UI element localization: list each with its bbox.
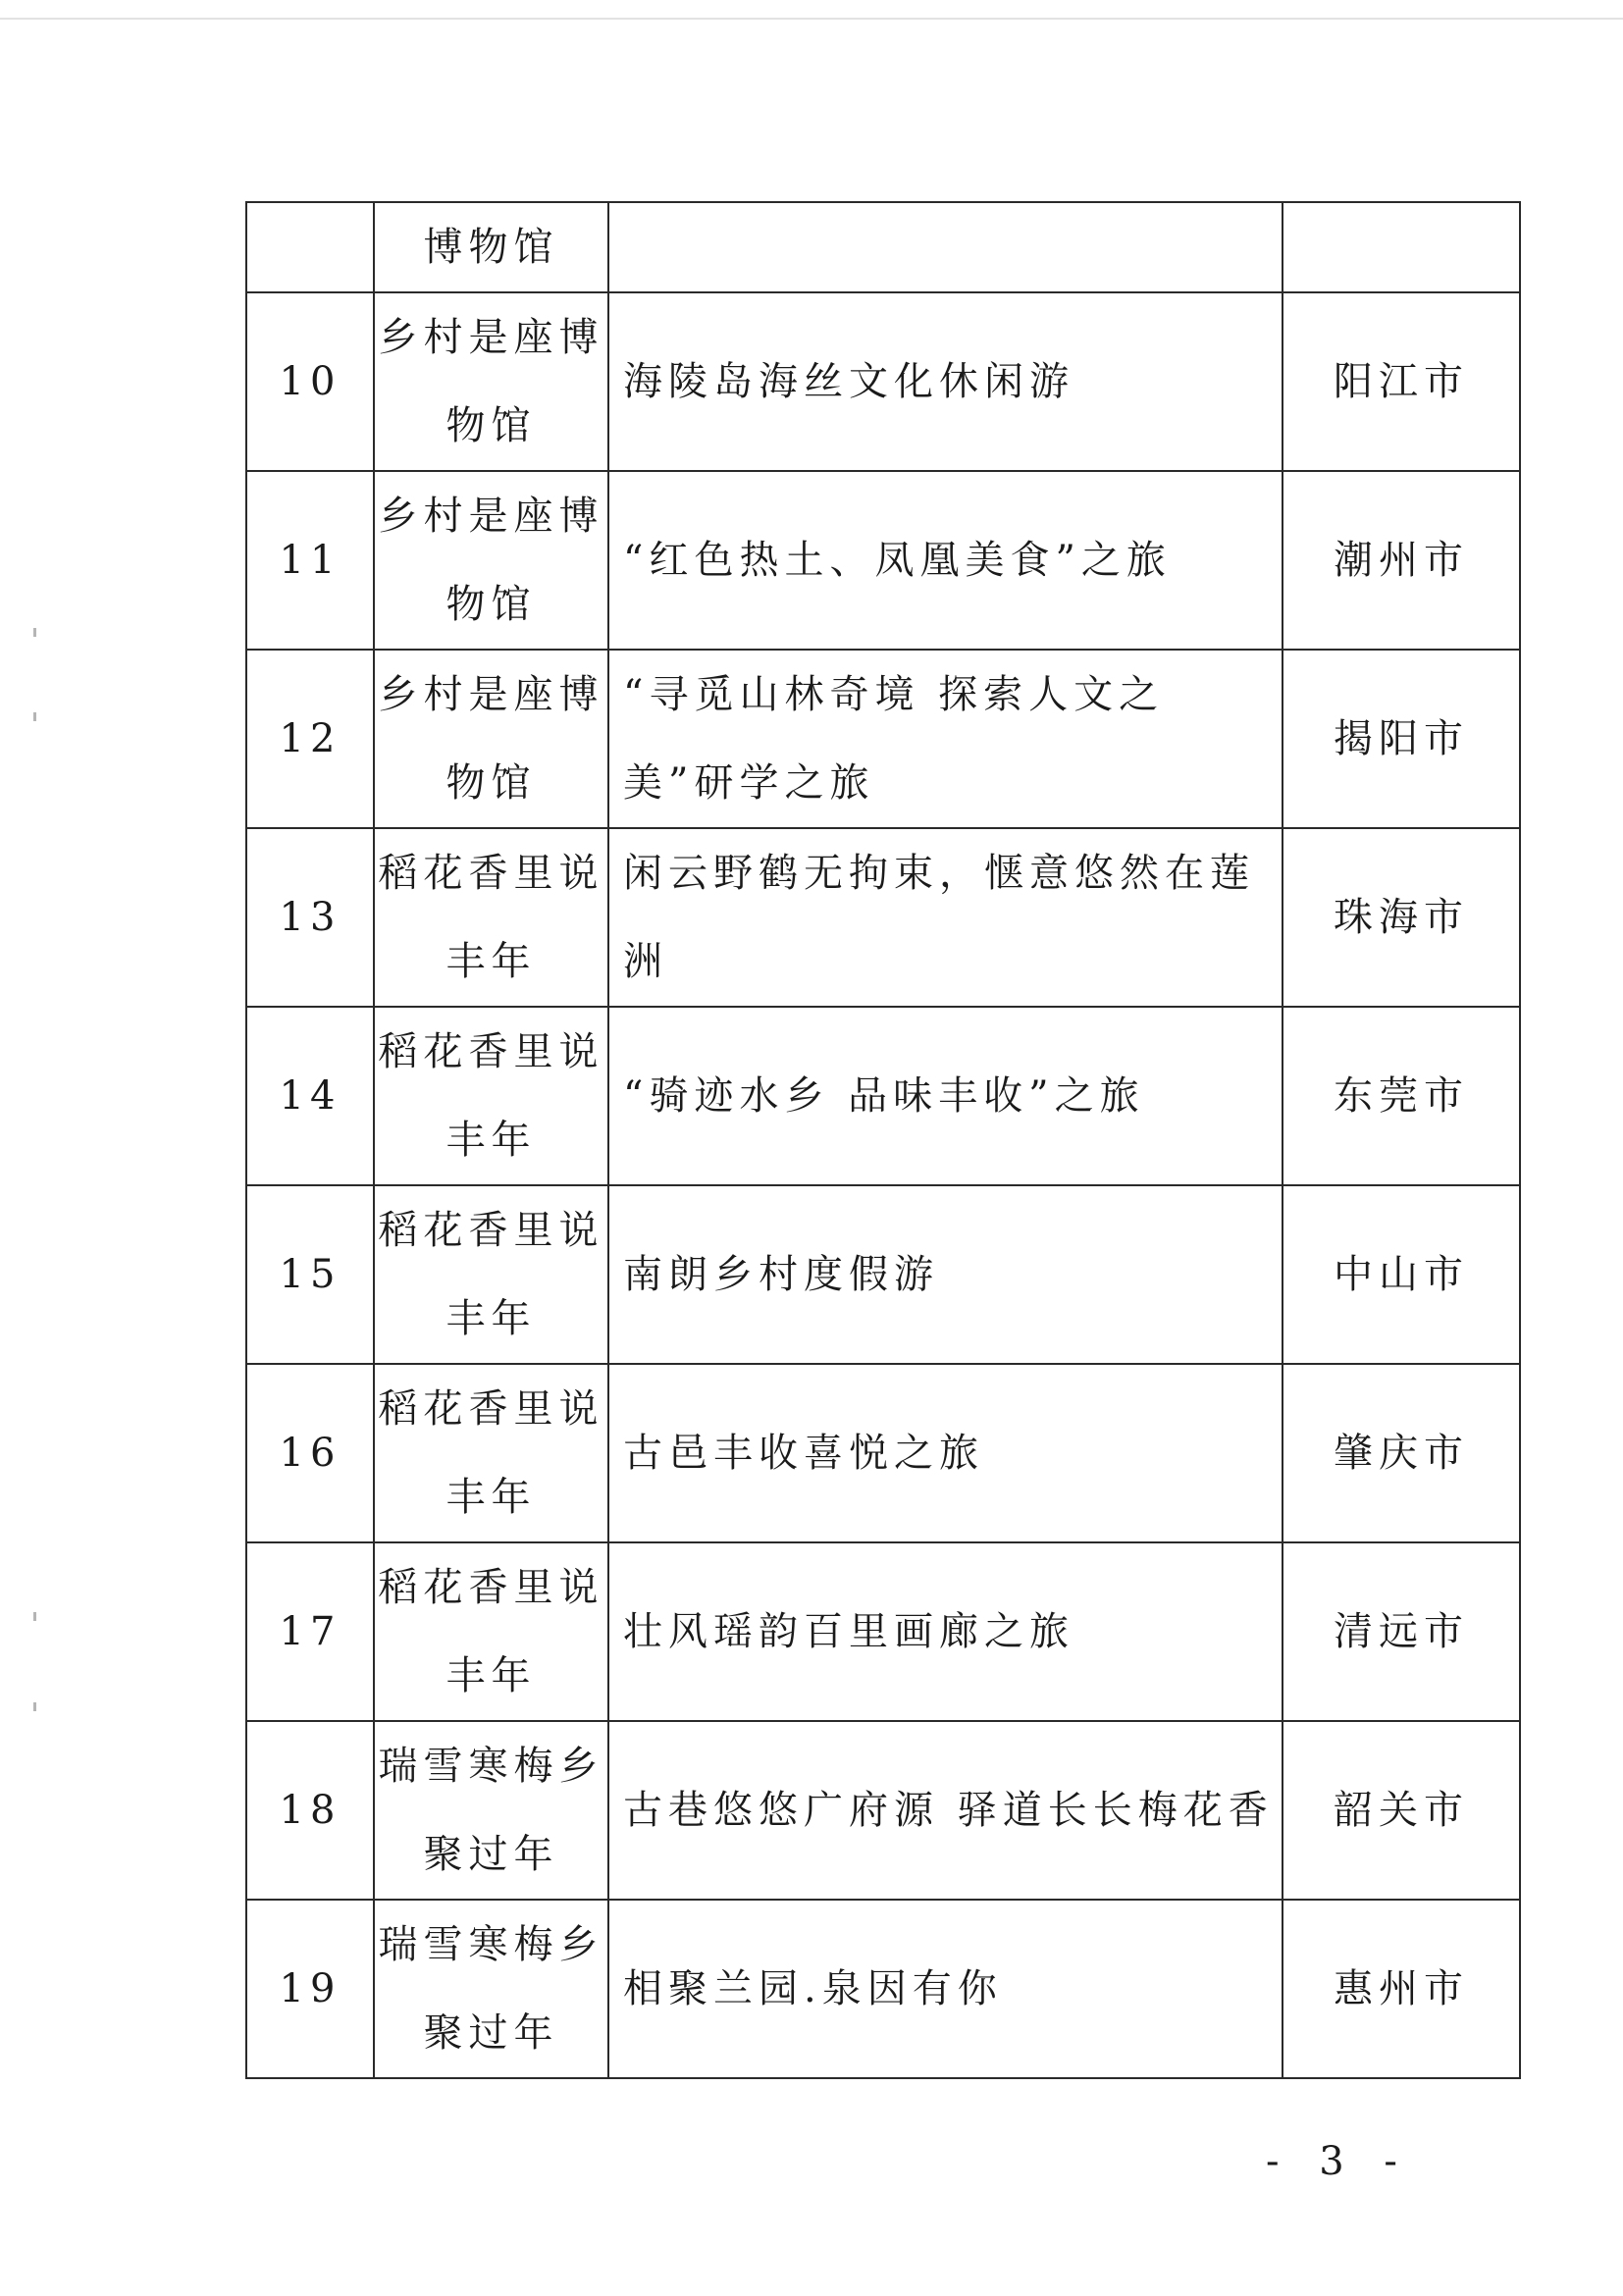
theme-cell: 博物馆 <box>374 202 608 292</box>
theme-cell: 瑞雪寒梅乡聚过年 <box>374 1900 608 2078</box>
table-row <box>246 1900 1520 2078</box>
city-cell: 潮州市 <box>1283 471 1520 650</box>
table-row <box>246 650 1520 828</box>
city-cell: 肇庆市 <box>1283 1364 1520 1542</box>
route-cell: 壮风瑶韵百里画廊之旅 <box>608 1542 1283 1721</box>
theme-cell: 稻花香里说丰年 <box>374 1007 608 1185</box>
row-number-cell: 15 <box>246 1185 374 1364</box>
table-row <box>246 1185 1520 1364</box>
city-cell: 东莞市 <box>1283 1007 1520 1185</box>
table-row <box>246 292 1520 471</box>
row-number-cell: 14 <box>246 1007 374 1185</box>
page-number: - 3 - <box>1266 2139 1411 2184</box>
table-row <box>246 1542 1520 1721</box>
row-number-cell: 17 <box>246 1542 374 1721</box>
row-number-cell: 19 <box>246 1900 374 2078</box>
table-row <box>246 471 1520 650</box>
row-number-cell: 16 <box>246 1364 374 1542</box>
route-cell: 南朗乡村度假游 <box>608 1185 1283 1364</box>
table-row <box>246 1007 1520 1185</box>
city-cell: 珠海市 <box>1283 828 1520 1007</box>
theme-cell: 乡村是座博物馆 <box>374 471 608 650</box>
route-cell: 古巷悠悠广府源 驿道长长梅花香 <box>608 1721 1283 1900</box>
row-number-cell: 12 <box>246 650 374 828</box>
theme-cell: 稻花香里说丰年 <box>374 1542 608 1721</box>
table-row <box>246 1721 1520 1900</box>
route-cell: “骑迹水乡 品味丰收”之旅 <box>608 1007 1283 1185</box>
route-cell: 相聚兰园.泉因有你 <box>608 1900 1283 2078</box>
city-cell <box>1283 202 1520 292</box>
city-cell: 中山市 <box>1283 1185 1520 1364</box>
row-number-cell: 11 <box>246 471 374 650</box>
row-number-cell: 13 <box>246 828 374 1007</box>
scan-mark <box>33 712 36 721</box>
scan-mark <box>33 1702 36 1711</box>
route-cell: “寻觅山林奇境 探索人文之美”研学之旅 <box>608 650 1283 828</box>
scan-mark <box>33 628 36 637</box>
city-cell: 清远市 <box>1283 1542 1520 1721</box>
theme-cell: 瑞雪寒梅乡聚过年 <box>374 1721 608 1900</box>
scan-mark <box>33 1612 36 1621</box>
row-number-cell <box>246 202 374 292</box>
table-row <box>246 1364 1520 1542</box>
theme-cell: 稻花香里说丰年 <box>374 1185 608 1364</box>
theme-cell: 稻花香里说丰年 <box>374 828 608 1007</box>
scan-top-rule <box>0 18 1623 20</box>
city-cell: 韶关市 <box>1283 1721 1520 1900</box>
route-cell <box>608 202 1283 292</box>
city-cell: 揭阳市 <box>1283 650 1520 828</box>
route-cell: 古邑丰收喜悦之旅 <box>608 1364 1283 1542</box>
route-cell: 闲云野鹤无拘束，惬意悠然在莲洲 <box>608 828 1283 1007</box>
city-cell: 惠州市 <box>1283 1900 1520 2078</box>
route-cell: 海陵岛海丝文化休闲游 <box>608 292 1283 471</box>
route-cell: “红色热土、凤凰美食”之旅 <box>608 471 1283 650</box>
table-row <box>246 202 1520 292</box>
theme-cell: 乡村是座博物馆 <box>374 650 608 828</box>
theme-cell: 稻花香里说丰年 <box>374 1364 608 1542</box>
table-row <box>246 828 1520 1007</box>
theme-cell: 乡村是座博物馆 <box>374 292 608 471</box>
route-table <box>245 201 1521 2079</box>
row-number-cell: 18 <box>246 1721 374 1900</box>
city-cell: 阳江市 <box>1283 292 1520 471</box>
row-number-cell: 10 <box>246 292 374 471</box>
